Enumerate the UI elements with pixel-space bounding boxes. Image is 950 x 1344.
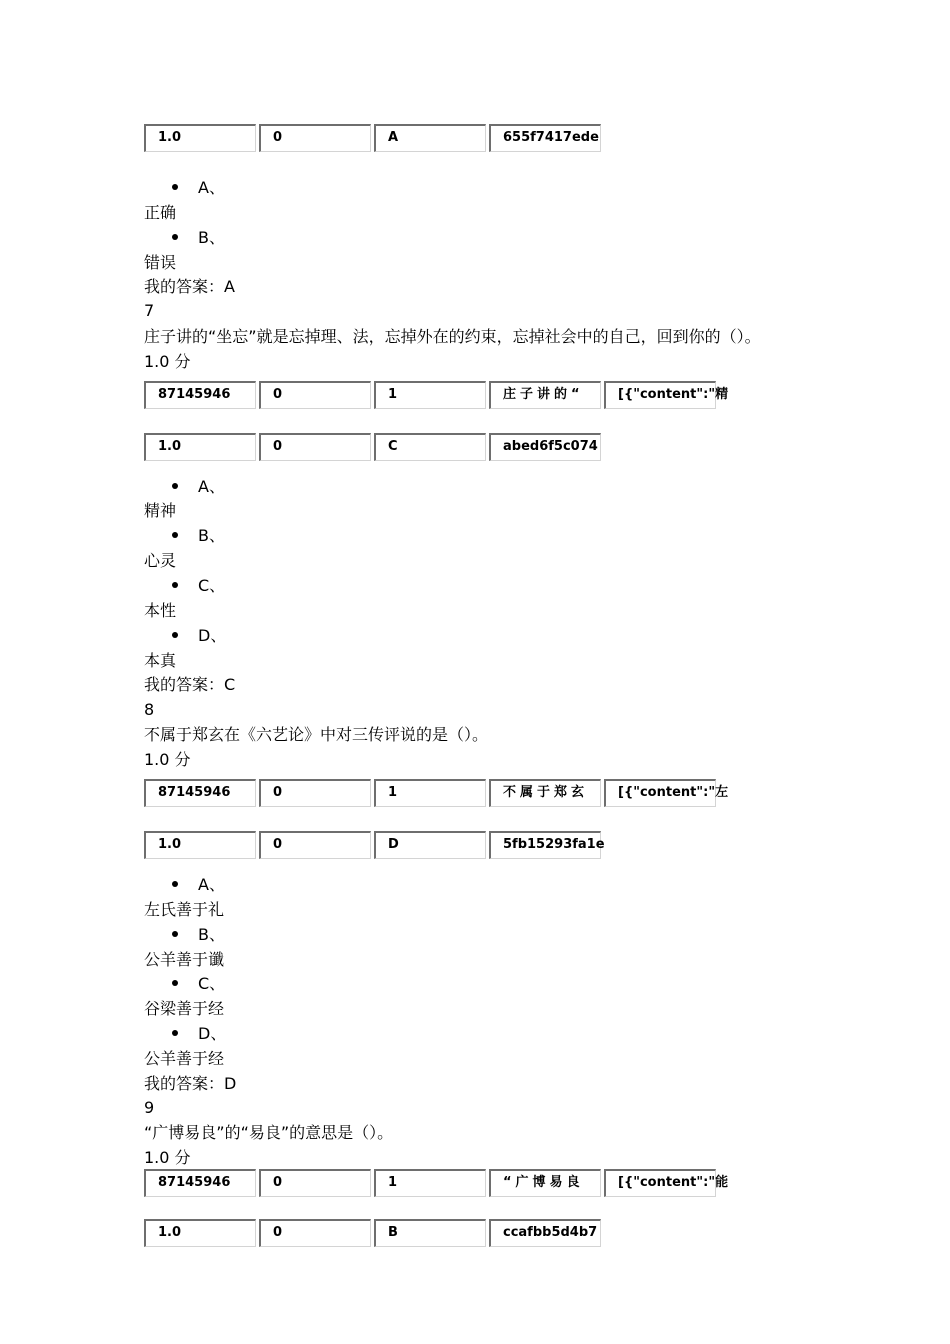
option-text: 正确 [144,203,177,222]
option-bullet[interactable] [172,626,226,646]
question-number: 9 [144,1098,155,1117]
question-score: 1.0 分 [144,750,191,769]
bullet-icon [172,632,178,638]
field-hash: ccafbb5d4b7 [489,1219,601,1247]
field-hash: abed6f5c074 [489,433,601,461]
option-bullet[interactable] [172,875,225,895]
bullet-icon [172,184,178,190]
field-score: 1.0 [144,433,256,461]
option-text: 谷梁善于经 [144,999,225,1018]
field-content-json: [{"content":"左 [604,779,716,807]
option-letter: A、 [198,477,225,496]
option-letter: C、 [198,974,226,993]
field-zero: 0 [259,1169,371,1197]
option-letter: D、 [198,1024,227,1043]
field-zero: 0 [259,779,371,807]
question-score: 1.0 分 [144,352,191,371]
field-answer: D [374,831,486,859]
option-bullet[interactable] [172,228,225,248]
field-id: 87145946 [144,779,256,807]
option-bullet[interactable] [172,576,225,596]
my-answer: 我的答案：C [144,675,236,694]
field-zero: 0 [259,831,371,859]
option-bullet[interactable] [172,1024,226,1044]
field-one: 1 [374,779,486,807]
option-bullet[interactable] [172,526,225,546]
option-letter: D、 [198,626,227,645]
option-text: 左氏善于礼 [144,900,225,919]
option-letter: B、 [198,526,225,545]
option-text: 公羊善于谶 [144,950,225,969]
option-text: 公羊善于经 [144,1049,225,1068]
option-text: 心灵 [144,551,177,570]
field-content-json: [{"content":"能 [604,1169,716,1197]
field-content-json: [{"content":"精 [604,381,716,409]
field-question-preview: 庄子讲的“ [489,381,601,409]
bullet-icon [172,234,178,240]
bullet-icon [172,582,178,588]
field-answer: C [374,433,486,461]
question-number: 8 [144,700,155,719]
option-bullet[interactable] [172,925,225,945]
option-letter: A、 [198,178,225,197]
option-bullet[interactable] [172,974,225,994]
option-text: 本性 [144,601,177,620]
field-id: 87145946 [144,381,256,409]
field-hash: 655f7417ede [489,124,601,152]
field-one: 1 [374,381,486,409]
question-text: 庄子讲的“坐忘”就是忘掉理、法，忘掉外在的约束，忘掉社会中的自己，回到你的（）。 [144,327,761,346]
option-bullet[interactable] [172,178,225,198]
bullet-icon [172,483,178,489]
bullet-icon [172,881,178,887]
field-score: 1.0 [144,1219,256,1247]
field-question-preview: “广博易良 [489,1169,601,1197]
field-answer: A [374,124,486,152]
field-zero: 0 [259,381,371,409]
question-number: 7 [144,301,155,320]
my-answer: 我的答案：D [144,1074,237,1093]
field-zero: 0 [259,1219,371,1247]
field-hash: 5fb15293fa1e [489,831,601,859]
bullet-icon [172,532,178,538]
field-id: 87145946 [144,1169,256,1197]
field-question-preview: 不属于郑玄 [489,779,601,807]
option-text: 本真 [144,651,177,670]
option-letter: B、 [198,228,225,247]
field-answer: B [374,1219,486,1247]
bullet-icon [172,1030,178,1036]
field-zero: 0 [259,433,371,461]
field-score: 1.0 [144,124,256,152]
option-text: 错误 [144,253,177,272]
field-zero: 0 [259,124,371,152]
question-score: 1.0 分 [144,1148,191,1167]
bullet-icon [172,980,178,986]
question-text: 不属于郑玄在《六艺论》中对三传评说的是（）。 [144,725,489,744]
question-text: “广博易良”的“易良”的意思是（）。 [144,1123,394,1142]
option-text: 精神 [144,501,177,520]
option-bullet[interactable] [172,477,225,497]
option-letter: C、 [198,576,226,595]
bullet-icon [172,931,178,937]
field-one: 1 [374,1169,486,1197]
option-letter: B、 [198,925,225,944]
my-answer: 我的答案：A [144,277,235,296]
option-letter: A、 [198,875,225,894]
field-score: 1.0 [144,831,256,859]
